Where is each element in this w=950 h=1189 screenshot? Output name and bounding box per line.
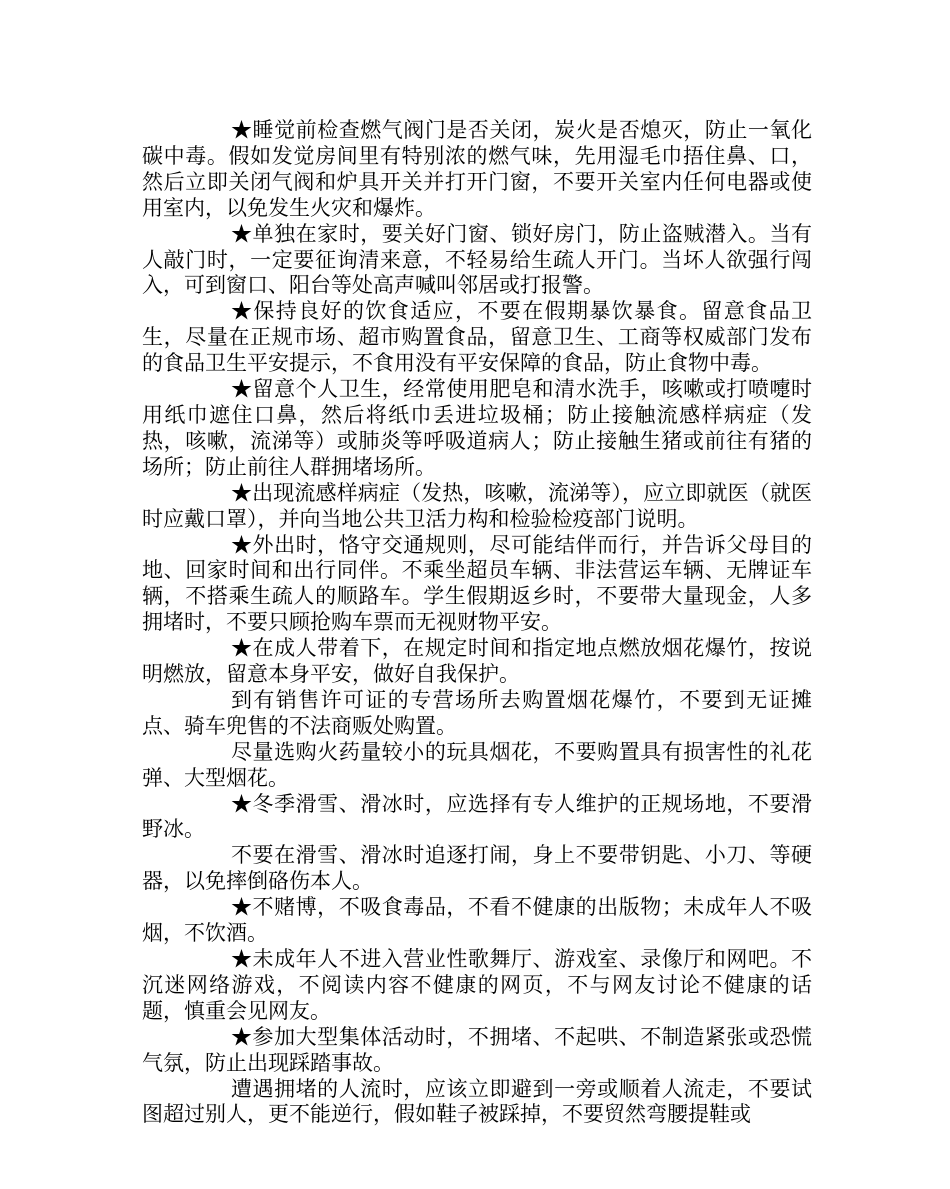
paragraph-minors-venues: ★未成年人不进入营业性歌舞厅、游戏室、录像厅和网吧。不沉迷网络游戏，不阅读内容不健康的网页，不与网友讨论不健康的话题，慎重会见网友。	[142, 947, 812, 1023]
paragraph-travel-safety: ★外出时，恪守交通规则，尽可能结伴而行，并告诉父母目的地、回家时间和出行同伴。不乘坐超员车辆、非法营运车辆、无牌证车辆，不搭乘生疏人的顺路车。学生假期返乡时，不要带大量现金，人多拥堵时，不要只顾抢购车票而无视财物平安。	[142, 532, 812, 635]
paragraph-home-alone: ★单独在家时，要关好门窗、锁好房门，防止盗贼潜入。当有人敲门时，一定要征询清来意，不轻易给生疏人开门。当坏人欲强行闯入，可到窗口、阳台等处高声喊叫邻居或打报警。	[142, 221, 812, 298]
paragraph-fireworks-purchase: 到有销售许可证的专营场所去购置烟花爆竹，不要到无证摊点、骑车兜售的不法商贩处购置。	[142, 687, 812, 738]
paragraph-fireworks-choice: 尽量选购火药量较小的玩具烟花，不要购置具有损害性的礼花弹、大型烟花。	[142, 739, 812, 790]
paragraph-fireworks: ★在成人带着下，在规定时间和指定地点燃放烟花爆竹，按说明燃放，留意本身平安，做好自我保护。	[142, 636, 812, 687]
paragraph-flu-symptoms: ★出现流感样病症（发热，咳嗽，流涕等），应立即就医（就医时应戴口罩），并向当地公共卫活力构和检验检疫部门说明。	[142, 480, 812, 531]
paragraph-food-safety: ★保持良好的饮食适应，不要在假期暴饮暴食。留意食品卫生，尽量在正规市场、超市购置食品，留意卫生、工商等权威部门发布的食品卫生平安提示，不食用没有平安保障的食品，防止食物中毒。	[142, 299, 812, 376]
paragraph-large-events: ★参加大型集体活动时，不拥堵、不起哄、不制造紧张或恐慌气氛，防止出现踩踏事故。	[142, 1024, 812, 1075]
paragraph-skating-caution: 不要在滑雪、滑冰时追逐打闹，身上不要带钥匙、小刀、等硬器，以免摔倒硌伤本人。	[142, 843, 812, 894]
paragraph-skating: ★冬季滑雪、滑冰时，应选择有专人维护的正规场地，不要滑野冰。	[142, 791, 812, 842]
paragraph-crowd: 遭遇拥堵的人流时，应该立即避到一旁或顺着人流走，不要试图超过别人，更不能逆行，假如鞋子被踩掉，不要贸然弯腰提鞋或	[142, 1076, 812, 1127]
document-body	[142, 118, 812, 1128]
paragraph-no-gambling: ★不赌博，不吸食毒品，不看不健康的出版物；未成年人不吸烟，不饮酒。	[142, 895, 812, 946]
paragraph-hygiene: ★留意个人卫生，经常使用肥皂和清水洗手，咳嗽或打喷嚏时用纸巾遮住口鼻，然后将纸巾丢进垃圾桶；防止接触流感样病症（发热，咳嗽，流涕等）或肺炎等呼吸道病人；防止接触生猪或前往有猪的场所；防止前往人群拥堵场所。	[142, 377, 812, 479]
paragraph-gas-safety: ★睡觉前检查燃气阀门是否关闭，炭火是否熄灭，防止一氧化碳中毒。假如发觉房间里有特别浓的燃气味，先用湿毛巾捂住鼻、口，然后立即关闭气阀和炉具开关并打开门窗，不要开关室内任何电器或使用室内，以免发生火灾和爆炸。	[142, 118, 812, 220]
